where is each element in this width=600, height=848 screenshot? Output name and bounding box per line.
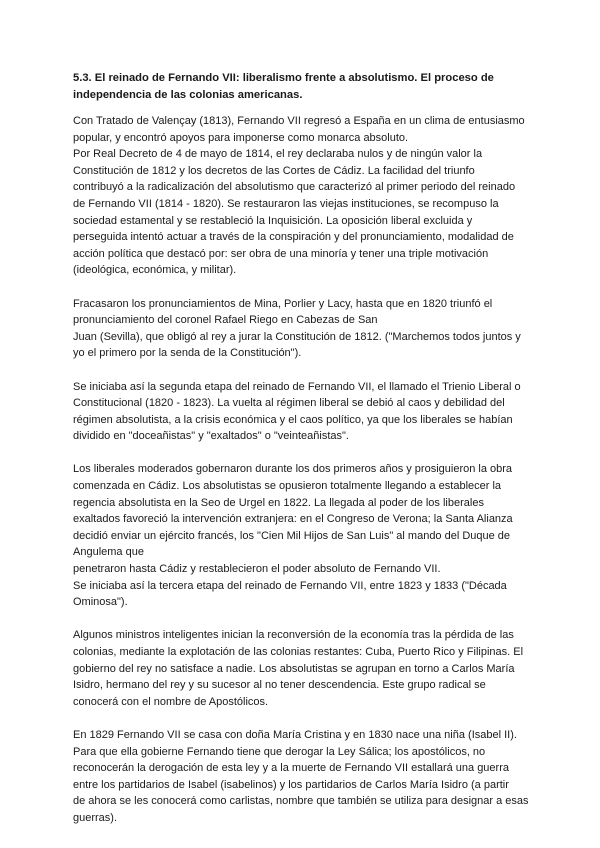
text-line: de ahora se les conocerá como carlistas, nombre que también se utiliza para designar a esas [73, 795, 529, 808]
text-line: régimen absolutista, a la crisis económica y el caos político, ya que los liberales se habían [73, 413, 513, 426]
text-line: Angulema que [73, 546, 144, 559]
text-line: Por Real Decreto de 4 de mayo de 1814, el rey declaraba nulos y de ningún valor la [73, 148, 483, 161]
text-line: popular, y encontró apoyos para imponerse como monarca absoluto. [73, 131, 409, 144]
paragraph-pronunciamientos [73, 296, 535, 362]
text-line: Juan (Sevilla), que obligó al rey a jurar la Constitución de 1812. ("Marchemos todos juntos y [73, 330, 521, 343]
text-line: (ideológica, económica, y militar). [73, 264, 237, 277]
text-line: de Fernando VII (1814 - 1820). Se restauraron las viejas instituciones, se recompuso la [73, 197, 499, 210]
text-line: Algunos ministros inteligentes inician la reconversión de la economía tras la pérdida de las [73, 629, 514, 642]
paragraph-restoration [73, 113, 535, 279]
text-line: En 1829 Fernando VII se casa con doña María Cristina y en 1830 nace una niña (Isabel II). [73, 728, 517, 741]
text-line: Con Tratado de Valençay (1813), Fernando VII regresó a España en un clima de entusiasmo [73, 115, 525, 127]
text-line: decidió enviar un ejército francés, los "Cien Mil Hijos de San Luis" al mando del Duque de [73, 529, 511, 542]
text-line: penetraron hasta Cádiz y restablecieron el poder absoluto de Fernando VII. [73, 563, 441, 576]
paragraph-apostolicos [73, 627, 535, 710]
section-title [73, 70, 535, 104]
text-line: Isidro, hermano del rey y su sucesor al no tener descendencia. Este grupo radical se [73, 679, 486, 692]
title-line: 5.3. El reinado de Fernando VII: liberalismo frente a absolutismo. El proceso de [73, 72, 494, 84]
text-line: Constitución de 1812 y los decretos de las Cortes de Cádiz. La facilidad del triunfo [73, 164, 475, 177]
text-line: Fracasaron los pronunciamientos de Mina, Porlier y Lacy, hasta que en 1820 triunfó el [73, 297, 493, 310]
text-line: Para que ella gobierne Fernando tiene que derogar la Ley Sálica; los apostólicos, no [73, 745, 486, 758]
paragraph-decada-ominosa [73, 461, 535, 610]
text-line: gobierno del rey no satisface a nadie. Los absolutistas se agrupan en torno a Carlos María [73, 662, 515, 675]
text-line: Se iniciaba así la segunda etapa del reinado de Fernando VII, el llamado el Trienio Liberal o [73, 380, 521, 393]
document-page [73, 70, 535, 843]
text-line: pronunciamiento del coronel Rafael Riego en Cabezas de San [73, 314, 378, 327]
text-line: yo el primero por la senda de la Constitución"). [73, 347, 302, 360]
text-line: Los liberales moderados gobernaron durante los dos primeros años y prosiguieron la obra [73, 463, 513, 476]
text-line: colonias, mediante la explotación de las colonias restantes: Cuba, Puerto Rico y Filipinas. El [73, 646, 524, 658]
text-line: Constitucional (1820 - 1823). La vuelta al régimen liberal se debió al caos y debilidad del [73, 397, 505, 410]
text-line: Se iniciaba así la tercera etapa del reinado de Fernando VII, entre 1823 y 1833 ("Década [73, 579, 507, 592]
text-line: exaltados favoreció la intervención extranjera: en el Congreso de Verona; la Santa Alianza [73, 513, 513, 526]
text-line: regencia absolutista en la Seo de Urgel en 1822. La llegada al poder de los liberales [73, 496, 484, 509]
text-line: entre los partidarios de Isabel (isabelinos) y los partidarios de Carlos María Isidro (a partir [73, 778, 509, 791]
title-line: independencia de las colonias americanas. [73, 89, 303, 101]
text-line: Ominosa"). [73, 596, 128, 609]
paragraph-trienio-liberal [73, 379, 535, 445]
text-line: guerras). [73, 811, 118, 824]
text-line: acción política que destacó por: ser obra de una minoría y tener una triple motivación [73, 247, 489, 260]
text-line: dividido en "doceañistas" y "exaltados" o "veinteañistas". [73, 430, 349, 443]
paragraph-carlistas [73, 727, 535, 827]
text-line: sociedad estamental y se restableció la Inquisición. La oposición liberal excluida y [73, 214, 473, 227]
text-line: conocerá con el nombre de Apostólicos. [73, 695, 269, 708]
text-line: reconocerán la derogación de esta ley y a la muerte de Fernando VII estallará una guerra [73, 762, 509, 775]
text-line: perseguida intentó actuar a través de la conspiración y del pronunciamiento, modalidad de [73, 231, 514, 244]
text-line: contribuyó a la radicalización del absolutismo que caracterizó al primer periodo del reinado [73, 181, 516, 194]
text-line: comenzada en Cádiz. Los absolutistas se opusieron totalmente llegando a establecer la [73, 480, 502, 493]
